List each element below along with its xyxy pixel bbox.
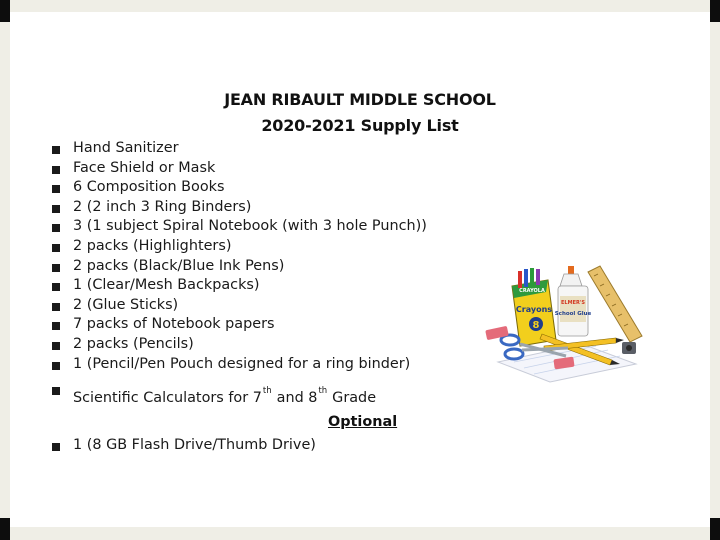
supply-list [52,139,427,407]
bullet-icon [52,283,60,291]
bullet-icon [52,264,60,272]
supply-item: 2 packs (Highlighters) [52,237,427,257]
ruler-icon [588,266,642,342]
bullet-icon [52,146,60,154]
corner-mark-top-left [0,0,10,22]
supply-item: 3 (1 subject Spiral Notebook (with 3 hole Punch)) [52,217,427,237]
svg-text:ELMER'S: ELMER'S [561,300,585,306]
bullet-icon [52,362,60,370]
corner-mark-bottom-right [710,518,720,540]
svg-text:Crayons: Crayons [515,305,553,314]
svg-text:School Glue: School Glue [554,311,592,317]
svg-text:CRAYOLA: CRAYOLA [519,288,545,294]
supply-item: 7 packs of Notebook papers [52,315,427,335]
bullet-icon [52,342,60,350]
supply-item: 2 packs (Pencils) [52,335,427,355]
supply-item: Face Shield or Mask [52,159,427,179]
supply-item: 1 (Clear/Mesh Backpacks) [52,276,427,296]
pencil-sharpener-icon [622,342,636,354]
bullet-icon [52,443,60,451]
school-title: JEAN RIBAULT MIDDLE SCHOOL [224,90,496,109]
optional-list [52,436,316,456]
supply-item: 6 Composition Books [52,178,427,198]
school-supplies-illustration [484,262,644,384]
corner-mark-bottom-left [0,518,10,540]
crayon-box-icon [512,268,556,346]
bullet-icon [52,322,60,330]
bullet-icon [52,205,60,213]
supply-item: 2 packs (Black/Blue Ink Pens) [52,257,427,277]
bullet-icon [52,166,60,174]
supply-item: Hand Sanitizer [52,139,427,159]
supply-item: 2 (Glue Sticks) [52,296,427,316]
bullet-icon [52,387,60,395]
supply-item: 1 (Pencil/Pen Pouch designed for a ring binder) [52,355,427,375]
corner-mark-top-right [710,0,720,22]
svg-text:8: 8 [532,320,540,331]
bullet-icon [52,303,60,311]
optional-heading: Optional [328,414,398,430]
optional-item: 1 (8 GB Flash Drive/Thumb Drive) [52,436,316,456]
bullet-icon [52,224,60,232]
supply-list-title: 2020-2021 Supply List [261,116,459,135]
glue-bottle-icon [555,266,592,336]
supply-item-calculator: Scientific Calculators for 7th and 8th Grade [52,374,427,400]
bullet-icon [52,244,60,252]
bullet-icon [52,185,60,193]
supply-item: 2 (2 inch 3 Ring Binders) [52,198,427,218]
